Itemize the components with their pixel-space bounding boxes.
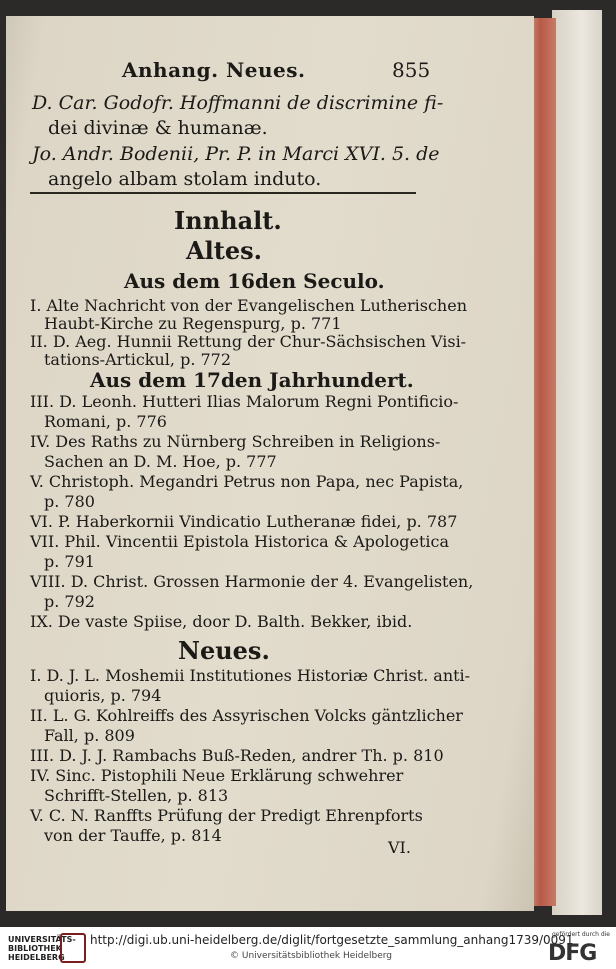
divider-rule <box>30 192 416 194</box>
preamble-line: Jo. Andr. Bodenii, Pr. P. in Marci XVI. 5. de <box>32 143 440 165</box>
preamble-line: D. Car. Godofr. Hoffmanni de discrimine fi- <box>32 92 444 114</box>
permalink-url[interactable]: http://digi.ub.uni-heidelberg.de/diglit/fortgesetzte_sammlung_anhang1739/0091 <box>90 933 574 947</box>
entry-line: Romani, p. 776 <box>44 412 167 431</box>
entry-line: IV. Des Raths zu Nürnberg Schreiben in Religions- <box>30 432 441 451</box>
copyright-text: © Universitätsbibliothek Heidelberg <box>230 951 393 961</box>
catchword: VI. <box>388 838 411 857</box>
entry-line: von der Tauffe, p. 814 <box>44 826 222 845</box>
entry-line: V. C. N. Ranffts Prüfung der Predigt Ehrenpforts <box>30 806 423 825</box>
entry-line: III. D. Leonh. Hutteri Ilias Malorum Regni Pontificio- <box>30 392 459 411</box>
viewer-footer <box>0 927 616 969</box>
book-page <box>6 16 534 911</box>
adjacent-page-edge <box>552 10 602 915</box>
library-seal-icon <box>60 933 86 963</box>
funder-note: gefördert durch die <box>552 931 610 938</box>
entry-line: I. D. J. L. Moshemii Institutiones Historiæ Christ. anti- <box>30 666 471 685</box>
heading-neues: Neues. <box>178 636 270 665</box>
page-number: 855 <box>392 58 431 82</box>
dfg-logo: DFG <box>548 941 597 966</box>
entry-line: p. 792 <box>44 592 95 611</box>
entry-line: tations-Artickul, p. 772 <box>44 350 232 369</box>
entry-line: Fall, p. 809 <box>44 726 135 745</box>
entry-line: Sachen an D. M. Hoe, p. 777 <box>44 452 277 471</box>
entry-line: I. Alte Nachricht von der Evangelischen Lutherischen <box>30 296 467 315</box>
entry-line: VII. Phil. Vincentii Epistola Historica & Apologetica <box>30 532 450 551</box>
entry-line: II. D. Aeg. Hunnii Rettung der Chur-Sächsischen Visi- <box>30 332 467 351</box>
entry-line: V. Christoph. Megandri Petrus non Papa, nec Papista, <box>30 472 464 491</box>
library-logo-text: UNIVERSITÄTS-BIBLIOTHEK HEIDELBERG <box>8 935 76 962</box>
running-title: Anhang. Neues. <box>122 58 306 82</box>
entry-line: quioris, p. 794 <box>44 686 162 705</box>
entry-line: IX. De vaste Spiise, door D. Balth. Bekker, ibid. <box>30 612 413 631</box>
preamble-line: dei divinæ & humanæ. <box>48 117 268 139</box>
entry-line: III. D. J. J. Rambachs Buß-Reden, andrer Th. p. 810 <box>30 746 444 765</box>
heading-altes: Altes. <box>186 236 262 265</box>
preamble-line: angelo albam stolam induto. <box>48 168 322 190</box>
entry-line: VI. P. Haberkornii Vindicatio Lutheranæ fidei, p. 787 <box>30 512 458 531</box>
entry-line: p. 791 <box>44 552 95 571</box>
heading-innhalt: Innhalt. <box>174 206 282 235</box>
entry-line: VIII. D. Christ. Grossen Harmonie der 4. Evangelisten, <box>30 572 474 591</box>
section-title: Aus dem 17den Jahrhundert. <box>90 368 414 392</box>
entry-line: IV. Sinc. Pistophili Neue Erklärung schwehrer <box>30 766 404 785</box>
entry-line: II. L. G. Kohlreiffs des Assyrischen Volcks gäntzlicher <box>30 706 463 725</box>
entry-line: p. 780 <box>44 492 95 511</box>
section-title: Aus dem 16den Seculo. <box>124 269 385 293</box>
entry-line: Haubt-Kirche zu Regenspurg, p. 771 <box>44 314 342 333</box>
entry-line: Schrifft-Stellen, p. 813 <box>44 786 229 805</box>
